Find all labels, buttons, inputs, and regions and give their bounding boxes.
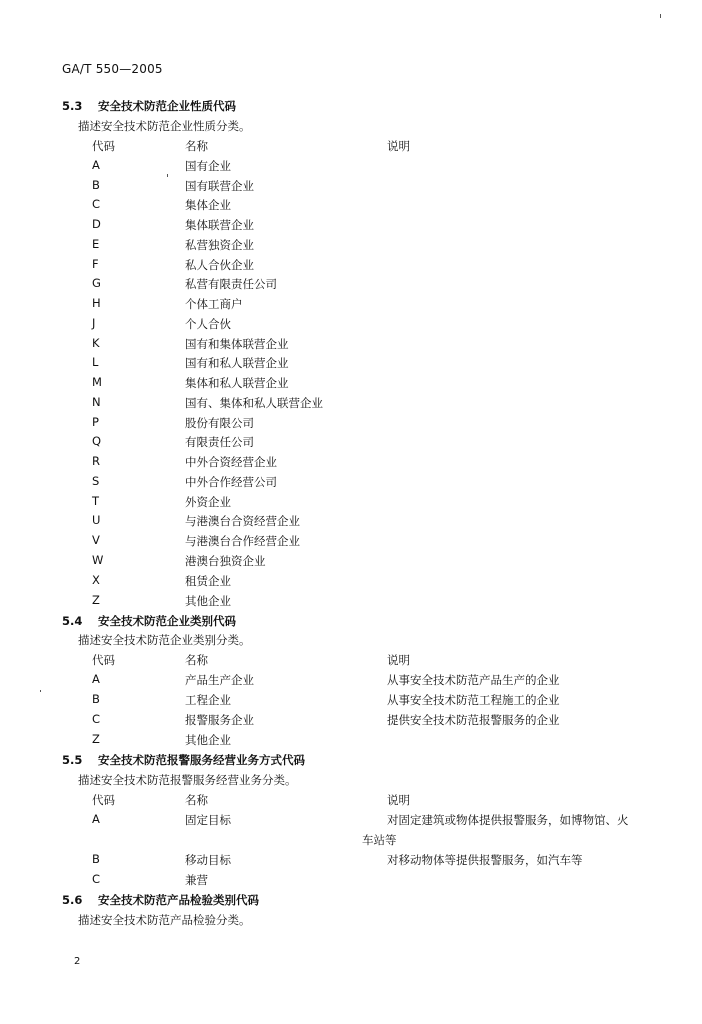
- table-row: [0, 852, 702, 870]
- row-name: 其他企业: [185, 733, 231, 747]
- row-note: 提供安全技术防范报警服务的企业: [387, 713, 560, 727]
- table-row: [0, 533, 702, 551]
- table-row: [0, 355, 702, 373]
- row-note: 从事安全技术防范工程施工的企业: [387, 693, 560, 707]
- table-row: [0, 872, 702, 890]
- row-code: A: [92, 672, 100, 686]
- table-row: [0, 494, 702, 512]
- table-row: [0, 197, 702, 215]
- section-5-4-description: 描述安全技术防范企业类别分类。: [78, 633, 251, 647]
- row-code: Q: [92, 434, 102, 448]
- row-name: 国有和私人联营企业: [185, 356, 289, 370]
- row-name: 报警服务企业: [185, 713, 254, 727]
- row-code: M: [92, 375, 102, 389]
- row-name: 中外合作经营公司: [185, 475, 277, 489]
- row-code: R: [92, 454, 100, 468]
- section-5-5-column-header: [0, 792, 702, 810]
- row-note: 对移动物体等提供报警服务，如汽车等: [387, 853, 583, 867]
- name-column-header: 名称: [185, 653, 208, 667]
- row-name: 股份有限公司: [185, 416, 254, 430]
- section-5-6-heading: [62, 892, 259, 908]
- page-number: 2: [74, 956, 81, 967]
- table-row: [0, 316, 702, 334]
- row-note: 从事安全技术防范产品生产的企业: [387, 673, 560, 687]
- table-row: [0, 732, 702, 750]
- note-column-header: 说明: [387, 793, 410, 807]
- section-title: 安全技术防范企业类别代码: [98, 614, 236, 628]
- row-code: S: [92, 474, 100, 488]
- row-code: K: [92, 336, 100, 350]
- table-row: [0, 812, 702, 830]
- row-name: 国有和集体联营企业: [185, 337, 289, 351]
- row-note: 对固定建筑或物体提供报警服务，如博物馆、火: [387, 813, 629, 827]
- row-code: X: [92, 573, 100, 587]
- section-5-5-description: 描述安全技术防范报警服务经营业务分类。: [78, 773, 297, 787]
- section-5-3-heading: [62, 98, 236, 114]
- section-5-3-column-header: [0, 138, 702, 156]
- row-name: 移动目标: [185, 853, 231, 867]
- table-row: [0, 158, 702, 176]
- row-code: T: [92, 494, 100, 508]
- section-5-6-description: 描述安全技术防范产品检验分类。: [78, 913, 251, 927]
- table-row: [0, 434, 702, 452]
- row-code: P: [92, 415, 99, 429]
- row-code: C: [92, 197, 101, 211]
- code-column-header: 代码: [92, 793, 115, 807]
- table-row: [0, 217, 702, 235]
- table-row: [0, 593, 702, 611]
- table-row: [0, 257, 702, 275]
- row-code: C: [92, 712, 101, 726]
- table-row: [0, 395, 702, 413]
- row-name: 私营独资企业: [185, 238, 254, 252]
- row-code: J: [92, 316, 96, 330]
- table-row: [0, 573, 702, 591]
- row-code: Z: [92, 593, 100, 607]
- row-code: V: [92, 533, 100, 547]
- row-name: 有限责任公司: [185, 435, 254, 449]
- row-name: 租赁企业: [185, 574, 231, 588]
- table-row: [0, 375, 702, 393]
- section-number: 5.5: [62, 753, 83, 767]
- row-code: L: [92, 355, 99, 369]
- row-name: 其他企业: [185, 594, 231, 608]
- section-5-5-heading: [62, 752, 305, 768]
- row-code: B: [92, 178, 100, 192]
- row-name: 集体企业: [185, 198, 231, 212]
- table-row: [0, 276, 702, 294]
- row-note-continuation: 车站等: [362, 833, 397, 847]
- table-row: [0, 296, 702, 314]
- row-code: W: [92, 553, 104, 567]
- row-name: 国有、集体和私人联营企业: [185, 396, 323, 410]
- code-column-header: 代码: [92, 139, 115, 153]
- row-name: 国有联营企业: [185, 179, 254, 193]
- section-5-4-column-header: [0, 652, 702, 670]
- scan-speck: [40, 690, 41, 692]
- row-code: B: [92, 692, 100, 706]
- section-number: 5.4: [62, 614, 83, 628]
- row-name: 私人合伙企业: [185, 258, 254, 272]
- section-title: 安全技术防范产品检验类别代码: [98, 893, 259, 907]
- section-5-4-heading: [62, 613, 236, 629]
- row-code: N: [92, 395, 101, 409]
- table-row: [0, 336, 702, 354]
- row-code: U: [92, 513, 101, 527]
- row-name: 集体联营企业: [185, 218, 254, 232]
- row-code: B: [92, 852, 100, 866]
- document-header: GA/T 550—2005: [62, 62, 163, 76]
- table-row: [0, 712, 702, 730]
- section-title: 安全技术防范报警服务经营业务方式代码: [98, 753, 305, 767]
- row-name: 外资企业: [185, 495, 231, 509]
- table-row: [0, 692, 702, 710]
- row-name: 兼营: [185, 873, 208, 887]
- row-code: C: [92, 872, 101, 886]
- note-column-header: 说明: [387, 139, 410, 153]
- scan-speck: [167, 174, 168, 177]
- table-row: [0, 237, 702, 255]
- table-row: [0, 178, 702, 196]
- table-row: [0, 553, 702, 571]
- row-code: E: [92, 237, 100, 251]
- row-name: 港澳台独资企业: [185, 554, 266, 568]
- table-row: [0, 513, 702, 531]
- row-code: G: [92, 276, 101, 290]
- row-name: 与港澳台合作经营企业: [185, 534, 300, 548]
- row-name: 中外合资经营企业: [185, 455, 277, 469]
- row-name: 个人合伙: [185, 317, 231, 331]
- row-code: A: [92, 158, 100, 172]
- scan-speck: [660, 14, 661, 18]
- name-column-header: 名称: [185, 793, 208, 807]
- row-name: 个体工商户: [185, 297, 243, 311]
- table-row: [0, 672, 702, 690]
- row-name: 与港澳台合资经营企业: [185, 514, 300, 528]
- section-title: 安全技术防范企业性质代码: [98, 99, 236, 113]
- row-name: 集体和私人联营企业: [185, 376, 289, 390]
- row-code: Z: [92, 732, 100, 746]
- note-column-header: 说明: [387, 653, 410, 667]
- section-number: 5.3: [62, 99, 83, 113]
- table-row: [0, 454, 702, 472]
- code-column-header: 代码: [92, 653, 115, 667]
- row-name: 固定目标: [185, 813, 231, 827]
- section-number: 5.6: [62, 893, 83, 907]
- row-code: A: [92, 812, 100, 826]
- row-name: 产品生产企业: [185, 673, 254, 687]
- row-name: 国有企业: [185, 159, 231, 173]
- row-code: F: [92, 257, 99, 271]
- row-code: D: [92, 217, 101, 231]
- row-name: 私营有限责任公司: [185, 277, 277, 291]
- section-5-3-description: 描述安全技术防范企业性质分类。: [78, 119, 251, 133]
- row-code: H: [92, 296, 101, 310]
- table-row: [0, 415, 702, 433]
- row-name: 工程企业: [185, 693, 231, 707]
- table-row: [0, 474, 702, 492]
- name-column-header: 名称: [185, 139, 208, 153]
